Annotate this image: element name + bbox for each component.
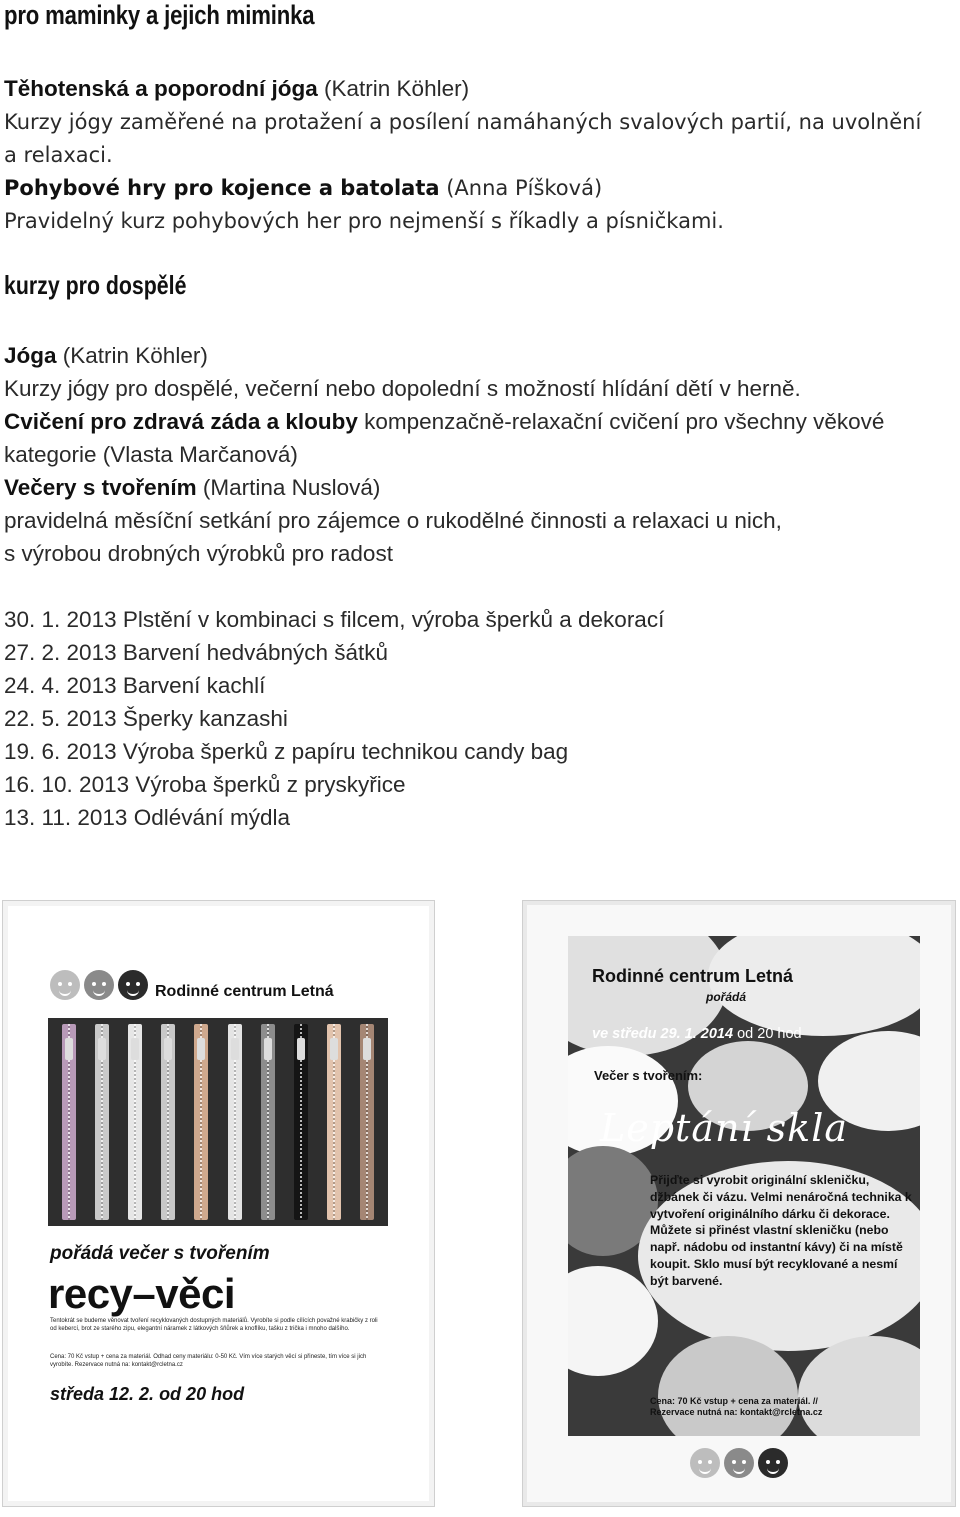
zipper-pull-icon <box>164 1038 172 1060</box>
course-title: Jóga <box>4 343 57 368</box>
zipper-shape <box>194 1024 208 1220</box>
course-title: Pohybové hry pro kojence a batolata <box>4 176 440 200</box>
course-description: Pravidelný kurz pohybových her pro nejmenší s říkadly a písničkami. <box>4 209 724 233</box>
zippers-photo <box>48 1018 388 1226</box>
course-yoga-pregnancy <box>4 72 469 105</box>
course-movement-games <box>4 172 602 205</box>
poster-org-name: Rodinné centrum Letná <box>592 966 794 986</box>
zipper-pull-icon <box>131 1038 139 1060</box>
poster-price: Cena: 70 Kč vstup + cena za materiál. // <box>650 1396 818 1406</box>
zipper-pull-icon <box>264 1038 272 1060</box>
poster-contact: Rezervace nutná na: kontakt@rcletna.cz <box>650 1407 823 1417</box>
course-evenings <box>4 471 380 504</box>
course-description: pravidelná měsíční setkání pro zájemce o rukodělné činnosti a relaxaci u nich, <box>4 508 782 533</box>
face-icon <box>50 970 80 1000</box>
course-author: (Katrin Köhler) <box>56 343 208 368</box>
poster-org-name: Rodinné centrum Letná <box>155 983 334 1000</box>
zipper-pull-icon <box>98 1038 106 1060</box>
zipper-shape <box>294 1024 308 1220</box>
course-author: (Katrin Köhler) <box>317 76 470 101</box>
event-item: 19. 6. 2013 Výroba šperků z papíru technikou candy bag <box>4 739 569 764</box>
section-heading-moms: pro maminky a jejich miminka <box>4 0 315 30</box>
zipper-pull-icon <box>231 1038 239 1060</box>
face-icon <box>724 1448 754 1478</box>
poster-price-info: Cena: 70 Kč vstup + cena za materiál. Odhad ceny materiálu: 0-50 Kč. Vím více starých věcí si přineste, tím více si jich vyrobíte. Rezervace nutná na: kontakt@rcletna.cz <box>50 1354 367 1368</box>
section-heading-adults: kurzy pro dospělé <box>4 270 187 300</box>
poster-date-day: ve středu 29. 1. 2014 <box>592 1026 734 1042</box>
course-author: (Anna Píšková) <box>439 176 603 200</box>
face-icon <box>690 1448 720 1478</box>
course-description: a relaxaci. <box>4 143 113 167</box>
face-icon <box>84 970 114 1000</box>
logo-faces <box>690 1448 788 1478</box>
face-icon <box>758 1448 788 1478</box>
poster-description: Přijďte si vyrobit originální skleničku, džbánek či vázu. Velmi nenáročná technika k vytvoření originálního dárku či dekorace. Můžete si přinést vlastní skleničku (nebo např. nádobu od instantní kávy) či na místě koupit. Sklo musí být recyklované a nesmí být barvené. <box>650 1173 912 1288</box>
zipper-shape <box>161 1024 175 1220</box>
course-title: Těhotenská a poporodní jóga <box>4 76 318 101</box>
course-description: kategorie (Vlasta Marčanová) <box>4 442 298 467</box>
poster-title: recy–věci <box>48 1270 236 1317</box>
event-item: 16. 10. 2013 Výroba šperků z pryskyřice <box>4 772 406 797</box>
poster-presents: pořádá <box>706 990 747 1004</box>
event-item: 27. 2. 2013 Barvení hedvábných šátků <box>4 640 389 665</box>
course-description: Kurzy jógy pro dospělé, večerní nebo dopolední s možností hlídání dětí v herně. <box>4 376 801 401</box>
zipper-shape <box>360 1024 374 1220</box>
poster-date-time: od 20 hod <box>733 1026 802 1042</box>
poster-title: Leptání skla <box>600 1106 849 1150</box>
logo-faces <box>50 970 148 1000</box>
zipper-pull-icon <box>330 1038 338 1060</box>
poster-date <box>592 1026 802 1042</box>
course-title: Večery s tvořením <box>4 475 197 500</box>
course-description: kompenzačně-relaxační cvičení pro všechny věkové <box>357 409 885 434</box>
course-description: s výrobou drobných výrobků pro radost <box>4 541 393 566</box>
zipper-shape <box>62 1024 76 1220</box>
zipper-pull-icon <box>363 1038 371 1060</box>
zipper-shape <box>261 1024 275 1220</box>
course-yoga-adults <box>4 339 208 372</box>
course-healthy-back <box>4 405 884 438</box>
zipper-shape <box>128 1024 142 1220</box>
event-item: 22. 5. 2013 Šperky kanzashi <box>4 706 288 731</box>
event-item: 30. 1. 2013 Plstění v kombinaci s filcem, výroba šperků a dekorací <box>4 607 665 632</box>
poster-series: Večer s tvořením: <box>594 1068 703 1083</box>
face-icon <box>118 970 148 1000</box>
poster-date: středa 12. 2. od 20 hod <box>50 1384 245 1404</box>
course-title: Cvičení pro zdravá záda a klouby <box>4 409 358 434</box>
zipper-shape <box>228 1024 242 1220</box>
poster-footer <box>650 1396 890 1418</box>
event-item: 24. 4. 2013 Barvení kachlí <box>4 673 266 698</box>
poster-description: Tentokrát se budeme věnovat tvoření recyklovaných dostupných materiálů. Vyrobíte si podle cílících považné krabičky z roli od kebercí, brot ze starého zipu, elegantní náramek z látkových šňůrek a knoflíku, tašku z trička i mnoho dalšího. <box>50 1318 378 1332</box>
zipper-pull-icon <box>297 1038 305 1060</box>
zipper-pull-icon <box>197 1038 205 1060</box>
course-author: (Martina Nuslová) <box>196 475 381 500</box>
poster-subtitle: pořádá večer s tvořením <box>50 1243 270 1264</box>
zipper-pull-icon <box>65 1038 73 1060</box>
zipper-shape <box>95 1024 109 1220</box>
event-item: 13. 11. 2013 Odlévání mýdla <box>4 805 291 830</box>
course-description: Kurzy jógy zaměřené na protažení a posílení namáhaných svalových partií, na uvolnění <box>4 110 922 134</box>
zipper-shape <box>327 1024 341 1220</box>
